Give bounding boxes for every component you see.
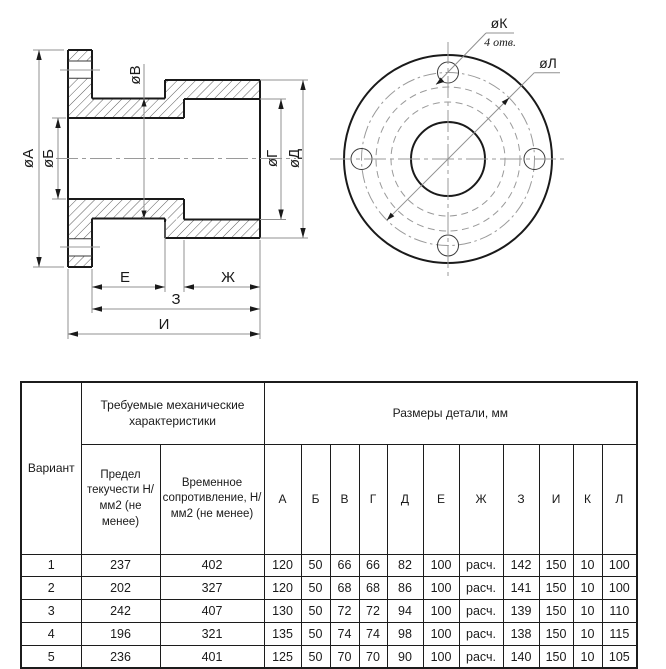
table-cell: 142 xyxy=(503,554,539,577)
table-cell: 4 xyxy=(21,622,81,645)
table-cell: расч. xyxy=(459,554,503,577)
table-cell: 196 xyxy=(81,622,160,645)
table-cell: расч. xyxy=(459,645,503,668)
table-cell: 100 xyxy=(602,554,637,577)
table-cell: 150 xyxy=(539,622,573,645)
table-cell: 100 xyxy=(423,622,459,645)
table-cell: 94 xyxy=(387,600,423,623)
dim-label-dia-l: øЛ xyxy=(539,55,557,71)
header-dim-letter: Л xyxy=(602,444,637,554)
table-cell: 110 xyxy=(602,600,637,623)
header-dim-letter: И xyxy=(539,444,573,554)
dim-label-dia-b: øБ xyxy=(40,148,57,169)
table-cell: 321 xyxy=(160,622,264,645)
table-cell: 68 xyxy=(330,577,359,600)
table-cell: 150 xyxy=(539,577,573,600)
table-cell: 150 xyxy=(539,645,573,668)
table-cell: 98 xyxy=(387,622,423,645)
table-cell: 10 xyxy=(573,600,602,623)
table-cell: 150 xyxy=(539,600,573,623)
dim-label-z: З xyxy=(171,291,181,308)
table-cell: 10 xyxy=(573,577,602,600)
table-cell: 1 xyxy=(21,554,81,577)
header-dim-letter: Ж xyxy=(459,444,503,554)
front-view xyxy=(330,15,566,276)
table-cell: 120 xyxy=(264,554,301,577)
dim-label-dia-a: øА xyxy=(20,148,37,169)
table-cell: 105 xyxy=(602,645,637,668)
table-cell: 139 xyxy=(503,600,539,623)
table-cell: 120 xyxy=(264,577,301,600)
table-cell: 50 xyxy=(301,645,330,668)
table-cell: 66 xyxy=(359,554,387,577)
table-cell: 135 xyxy=(264,622,301,645)
table-cell: 236 xyxy=(81,645,160,668)
header-dims-group: Размеры детали, мм xyxy=(264,382,637,444)
table-cell: 401 xyxy=(160,645,264,668)
table-cell: 5 xyxy=(21,645,81,668)
table-row xyxy=(21,645,637,668)
table-cell: 72 xyxy=(359,600,387,623)
header-row-subheads xyxy=(21,444,637,554)
dim-label-i: И xyxy=(158,316,170,333)
dim-label-dia-k: øК xyxy=(490,15,508,31)
header-tensile: Временное сопротивление, Н/мм2 (не менее) xyxy=(160,444,264,554)
table-cell: 68 xyxy=(359,577,387,600)
table-cell: 10 xyxy=(573,622,602,645)
table-cell: 100 xyxy=(602,577,637,600)
header-dim-letter: Б xyxy=(301,444,330,554)
table-cell: 140 xyxy=(503,645,539,668)
holes-note: 4 отв. xyxy=(484,35,516,49)
table-cell: 125 xyxy=(264,645,301,668)
dim-label-dia-g: øГ xyxy=(264,149,281,168)
table-body xyxy=(21,554,637,668)
table-cell: 3 xyxy=(21,600,81,623)
table-cell: 100 xyxy=(423,600,459,623)
table-cell: 74 xyxy=(359,622,387,645)
table-cell: 90 xyxy=(387,645,423,668)
table-cell: 130 xyxy=(264,600,301,623)
dim-label-zh: Ж xyxy=(221,269,235,286)
table-cell: 50 xyxy=(301,622,330,645)
table-cell: 202 xyxy=(81,577,160,600)
table-cell: 402 xyxy=(160,554,264,577)
table-cell: 242 xyxy=(81,600,160,623)
table-cell: 327 xyxy=(160,577,264,600)
dim-label-e: Е xyxy=(119,269,131,286)
table-row xyxy=(21,622,637,645)
table-cell: 100 xyxy=(423,645,459,668)
table-cell: расч. xyxy=(459,577,503,600)
header-dim-letter: К xyxy=(573,444,602,554)
table-cell: 141 xyxy=(503,577,539,600)
header-dim-letter: Д xyxy=(387,444,423,554)
header-mech-group: Требуемые механические характеристики xyxy=(81,382,264,444)
section-view xyxy=(20,50,308,339)
dim-label-dia-d: øД xyxy=(286,148,303,169)
header-yield: Предел текучести Н/мм2 (не менее) xyxy=(81,444,160,554)
table-cell: 70 xyxy=(359,645,387,668)
table-cell: 407 xyxy=(160,600,264,623)
front-dimensions xyxy=(387,15,560,220)
table-cell: 82 xyxy=(387,554,423,577)
table-cell: 72 xyxy=(330,600,359,623)
table-row xyxy=(21,600,637,623)
table-cell: 150 xyxy=(539,554,573,577)
table-cell: 138 xyxy=(503,622,539,645)
header-dim-letter: Г xyxy=(359,444,387,554)
table-cell: 50 xyxy=(301,577,330,600)
table-cell: 86 xyxy=(387,577,423,600)
table-cell: 74 xyxy=(330,622,359,645)
header-dim-letter: В xyxy=(330,444,359,554)
table-row xyxy=(21,577,637,600)
table-cell: 2 xyxy=(21,577,81,600)
table-cell: расч. xyxy=(459,600,503,623)
table-cell: 70 xyxy=(330,645,359,668)
table-row xyxy=(21,554,637,577)
table-cell: 50 xyxy=(301,600,330,623)
header-row-groups xyxy=(21,382,637,444)
header-dim-letter: З xyxy=(503,444,539,554)
table-cell: расч. xyxy=(459,622,503,645)
table-cell: 50 xyxy=(301,554,330,577)
table-cell: 115 xyxy=(602,622,637,645)
table-cell: 10 xyxy=(573,645,602,668)
header-variant: Вариант xyxy=(21,382,81,554)
header-dim-letter: А xyxy=(264,444,301,554)
table-cell: 237 xyxy=(81,554,160,577)
dim-label-dia-v: øВ xyxy=(127,65,144,85)
header-dim-letter: Е xyxy=(423,444,459,554)
table-cell: 100 xyxy=(423,554,459,577)
table-cell: 66 xyxy=(330,554,359,577)
table-cell: 100 xyxy=(423,577,459,600)
spec-table xyxy=(20,381,638,669)
table-cell: 10 xyxy=(573,554,602,577)
